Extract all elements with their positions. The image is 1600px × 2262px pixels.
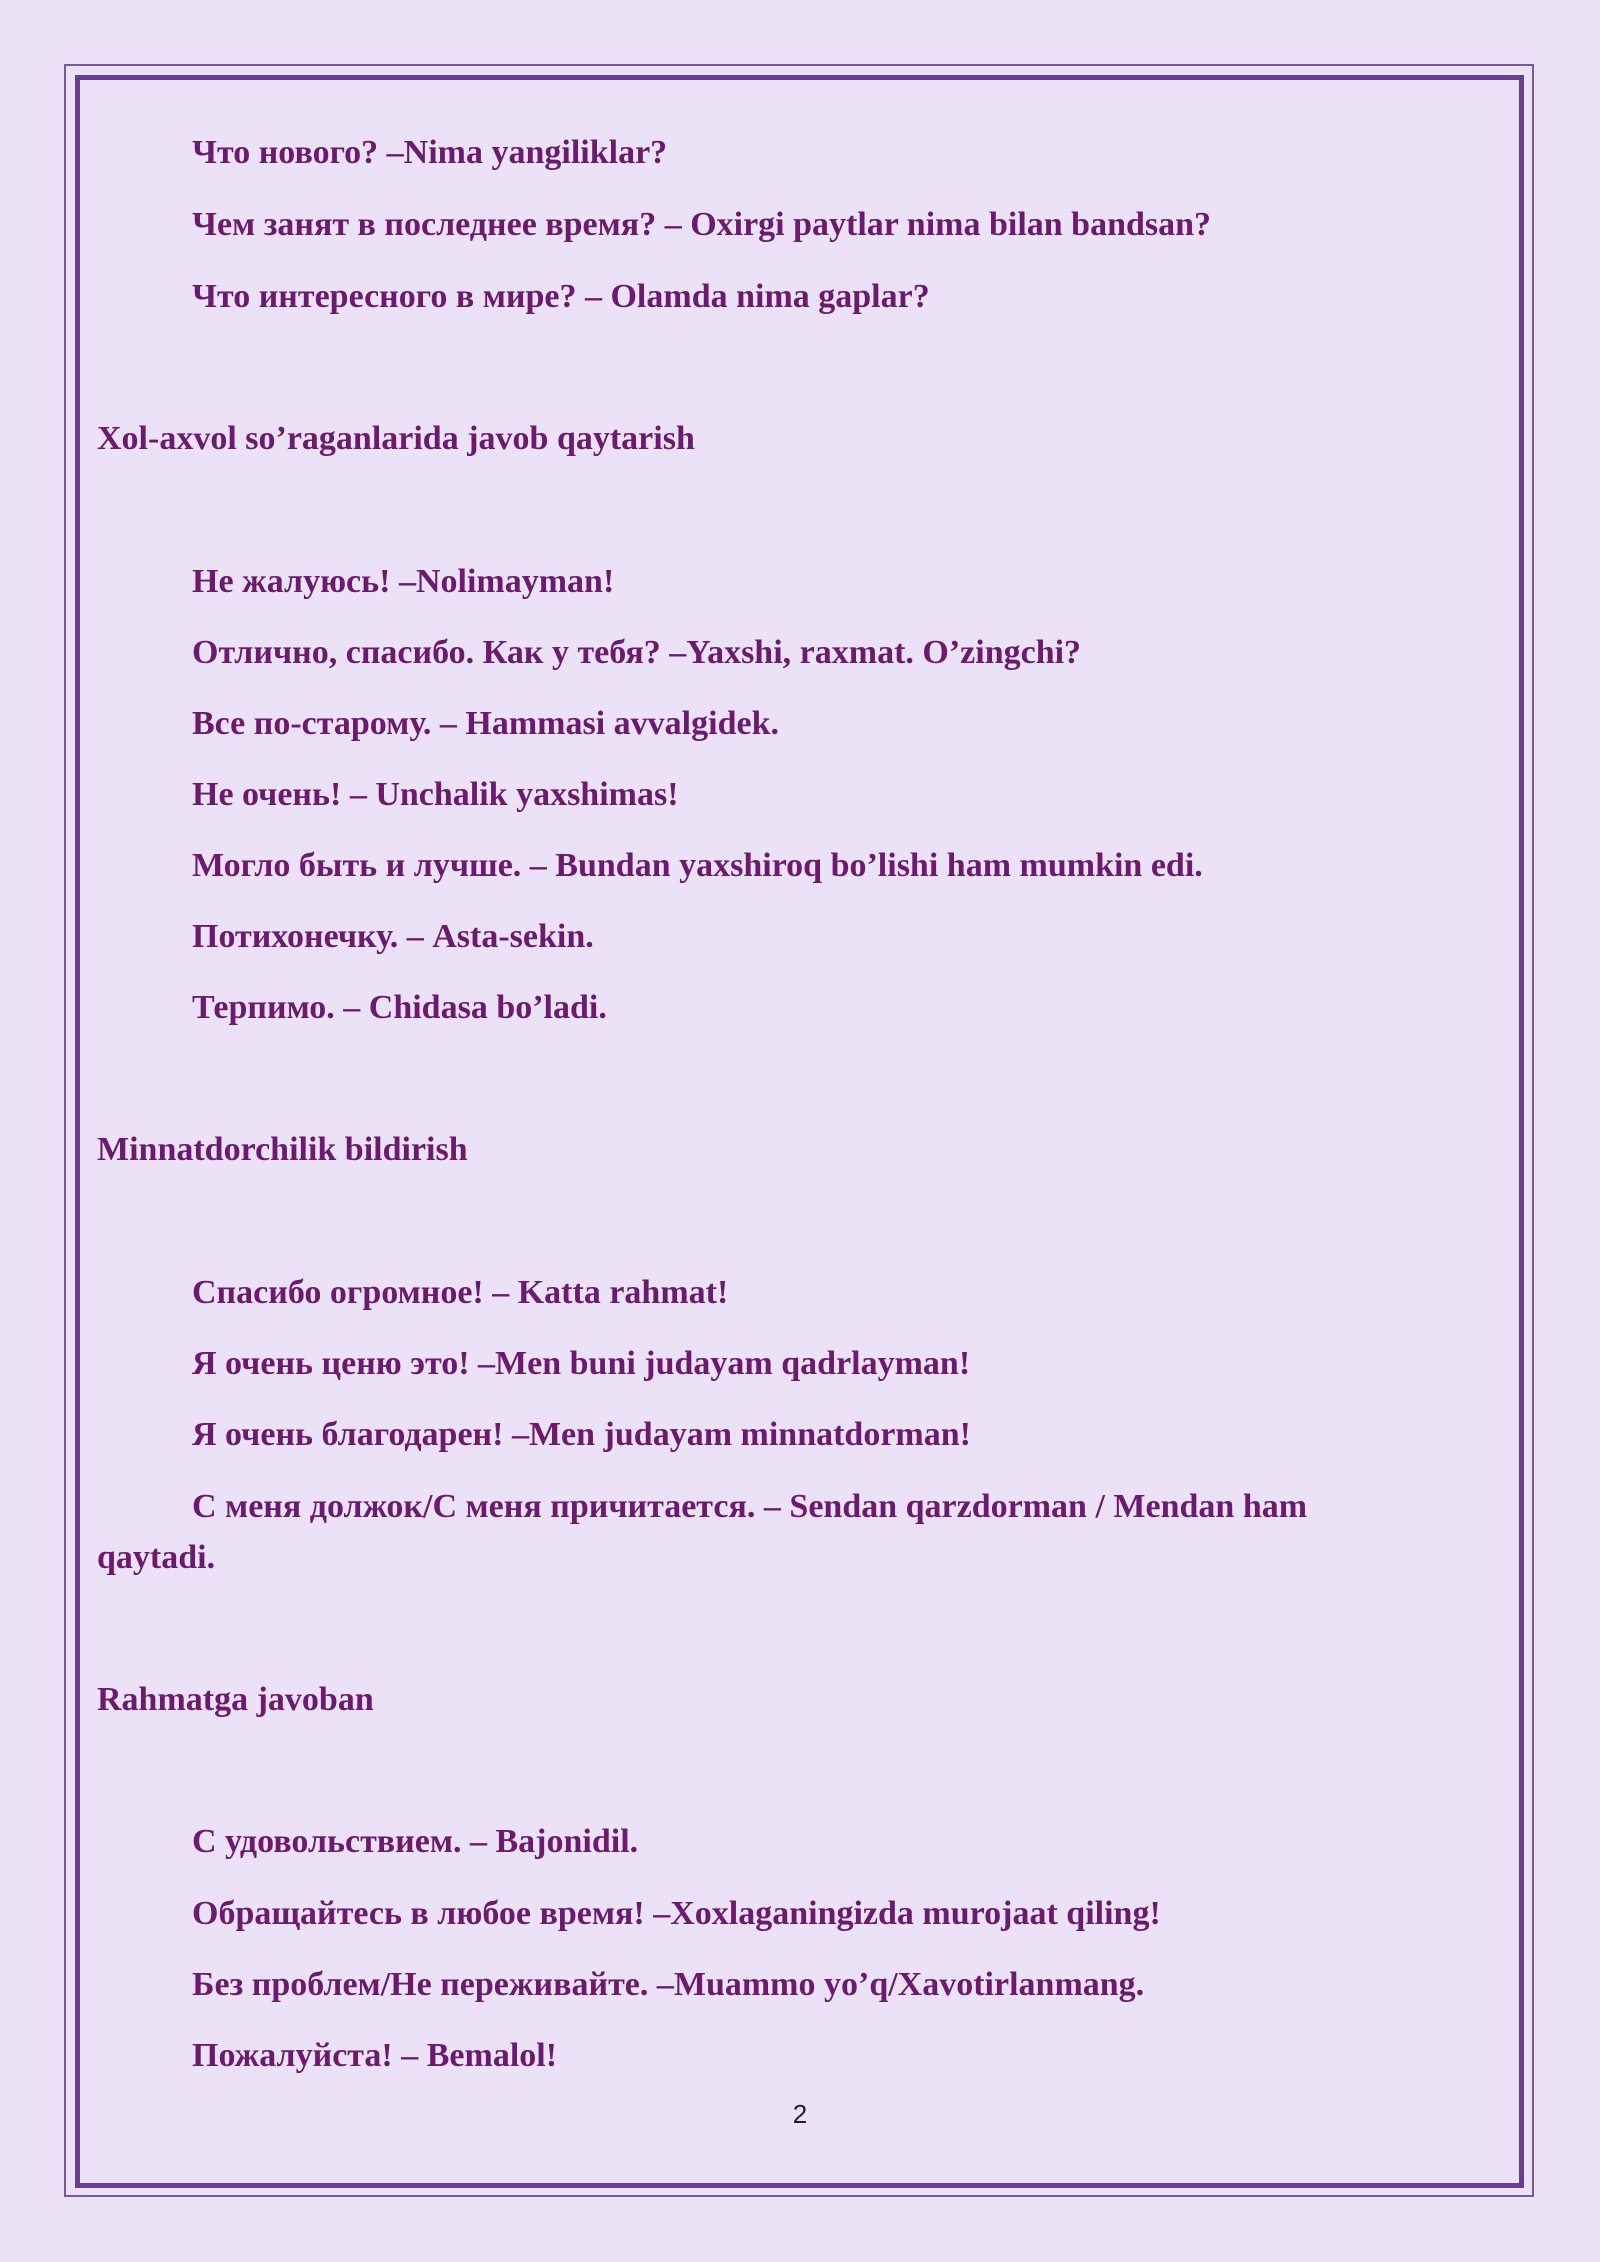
phrase-line-continuation: qaytadi. [97,1539,216,1576]
phrase-line: Я очень ценю это! –Men buni judayam qadrlayman! [192,1345,971,1382]
phrase-line: Чем занят в последнее время? – Oxirgi paytlar nima bilan bandsan? [192,206,1212,243]
phrase-line: Без проблем/Не переживайте. –Muammo yo’q/Xavotirlanmang. [192,1966,1145,2003]
section-heading: Minnatdorchilik bildirish [97,1131,468,1168]
phrase-line: С удовольствием. – Bajonidil. [192,1823,639,1860]
phrase-line: Не жалуюсь! –Nolimayman! [192,563,615,600]
phrase-line: Терпимо. – Chidasa bo’ladi. [192,989,607,1026]
phrase-line: Могло быть и лучше. – Bundan yaxshiroq bo’lishi ham mumkin edi. [192,847,1203,884]
phrase-line: Не очень! – Unchalik yaxshimas! [192,776,679,813]
phrase-line: Что нового? –Nima yangiliklar? [192,134,668,171]
phrase-line: Отлично, спасибо. Как у тебя? –Yaxshi, raxmat. O’zingchi? [192,634,1082,671]
page-number: 2 [792,2099,808,2129]
section-heading: Rahmatga javoban [97,1681,374,1718]
phrase-line: Обращайтесь в любое время! –Xoxlaganingizda murojaat qiling! [192,1895,1161,1932]
phrase-line: С меня должок/С меня причитается. – Sendan qarzdorman / Mendan ham [192,1488,1308,1525]
phrase-line: Я очень благодарен! –Men judayam minnatdorman! [192,1416,971,1453]
phrase-line: Все по-старому. – Hammasi avvalgidek. [192,705,779,742]
section-heading: Xol-axvol so’raganlarida javob qaytarish [97,420,695,457]
phrase-line: Спасибо огромное! – Katta rahmat! [192,1274,729,1311]
phrase-line: Что интересного в мире? – Olamda nima gaplar? [192,278,930,315]
phrase-line: Потихонечку. – Asta-sekin. [192,918,594,955]
phrase-line: Пожалуйста! – Bemalol! [192,2037,558,2074]
